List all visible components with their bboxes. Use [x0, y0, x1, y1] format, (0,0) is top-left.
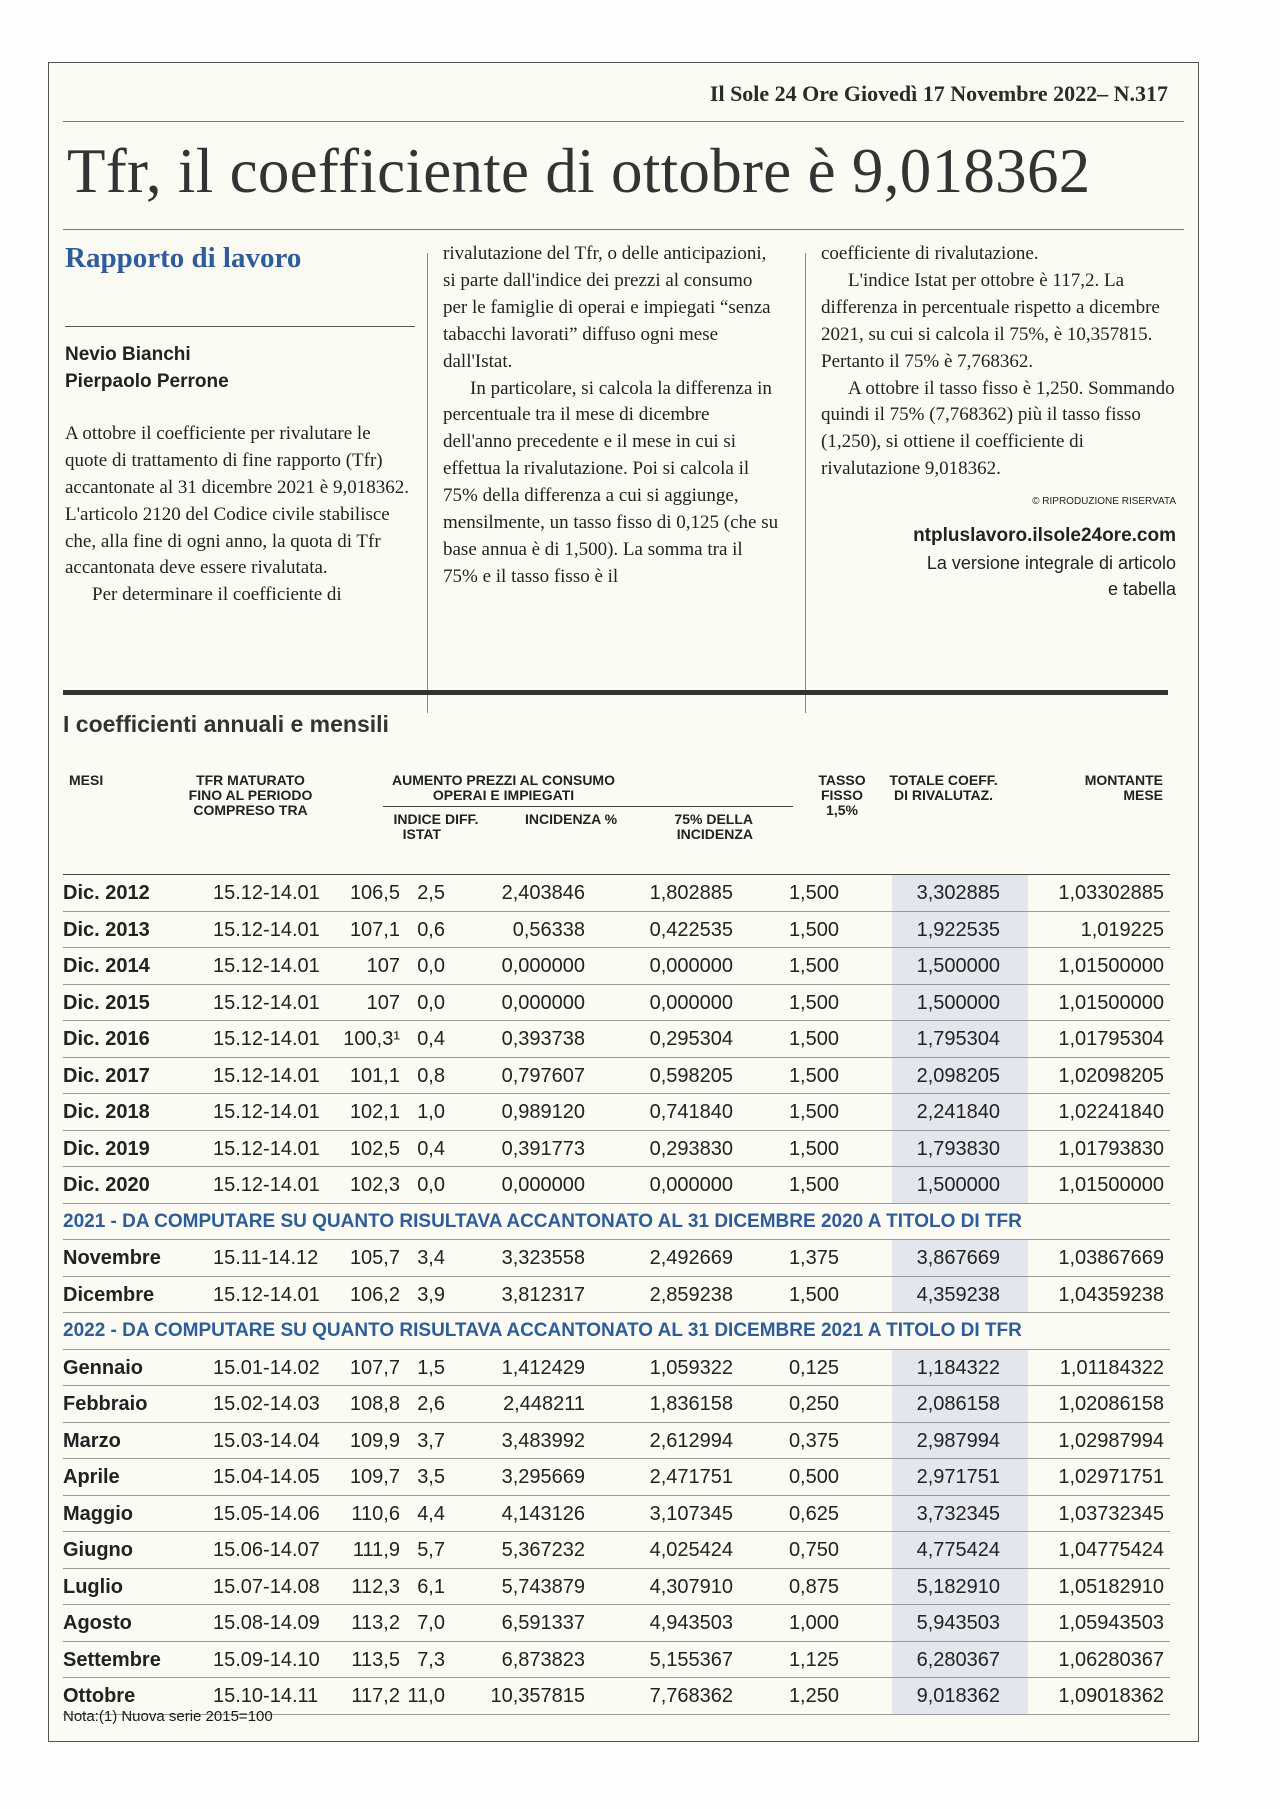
cell-indice-istat: 111,9 [352, 1539, 400, 1561]
cell-incidenza-75: 4,943503 [649, 1612, 733, 1634]
cell-indice-istat: 112,3 [351, 1575, 400, 1598]
cell-totale-coeff: 3,302885 [916, 882, 1000, 904]
newspaper-clipping [48, 62, 1199, 1742]
cell-periodo: 15.12-14.01 [213, 1137, 320, 1160]
cell-periodo: 15.12-14.01 [213, 1064, 320, 1087]
paragraph: A ottobre il coefficiente per rivalutare le quote di trattamento di fine rapporto (Tfr) accantonate al 31 dicembre 2021 è 9,018362. L'articolo 2120 del Codice civile stabilisce che, alla fine di ogni anno, la quota di Tfr accantonata deve essere rivalutata. [65, 422, 409, 579]
table-row [63, 1569, 1170, 1606]
cell-montante-mese: 1,01793830 [1058, 1137, 1164, 1160]
cell-indice-istat: 117,2 [351, 1685, 400, 1707]
paragraph: L'indice Istat per ottobre è 117,2. La differenza in percentuale rispetto a dicembre 2021, su cui si calcola il 75%, è 10,357815. Pertanto il 75% è 7,768362. [821, 269, 1160, 372]
cell-tasso-fisso: 0,875 [788, 1575, 839, 1598]
cell-incidenza-75: 0,000000 [649, 1174, 733, 1196]
cell-periodo: 15.11-14.12 [213, 1247, 319, 1269]
cell-indice-istat: 113,5 [351, 1648, 400, 1671]
cell-indice-istat: 110,6 [351, 1502, 400, 1525]
cell-periodo: 15.12-14.01 [213, 991, 320, 1014]
column-separator [805, 253, 806, 713]
header-totale: TOTALE COEFF. DI RIVALUTAZ. [889, 772, 998, 803]
cell-incidenza: 0,56338 [512, 918, 585, 941]
cell-periodo: 15.12-14.01 [213, 1028, 320, 1050]
cell-montante-mese: 1,01500000 [1058, 991, 1164, 1014]
cell-incidenza-75: 5,155367 [649, 1648, 733, 1671]
column-separator [427, 253, 428, 713]
divider [63, 121, 1184, 122]
table-row [63, 1496, 1170, 1533]
cell-periodo: 15.06-14.07 [213, 1539, 320, 1561]
cell-mese: Novembre [63, 1247, 161, 1269]
cell-montante-mese: 1,05943503 [1058, 1612, 1164, 1634]
cell-tasso-fisso: 1,125 [788, 1648, 839, 1671]
cell-tasso-fisso: 0,125 [788, 1356, 839, 1379]
copyright-note: © RIPRODUZIONE RISERVATA [1032, 496, 1176, 508]
cell-differenza: 2,5 [417, 882, 445, 904]
cell-indice-istat: 109,7 [349, 1466, 400, 1488]
cell-incidenza-75: 2,492669 [649, 1247, 733, 1269]
cell-tasso-fisso: 0,250 [788, 1393, 839, 1415]
cell-totale-coeff: 4,775424 [916, 1539, 1000, 1561]
header-aumento: AUMENTO PREZZI AL CONSUMO OPERAI E IMPIEGATI [392, 772, 615, 803]
cell-indice-istat: 107,7 [349, 1356, 400, 1379]
cell-totale-coeff: 2,241840 [916, 1101, 1000, 1123]
cell-mese: Luglio [63, 1575, 123, 1598]
cell-totale-coeff: 4,359238 [916, 1283, 1000, 1306]
cell-totale-coeff: 1,922535 [916, 918, 1000, 941]
table-row [63, 1240, 1170, 1277]
cell-tasso-fisso: 1,500 [788, 882, 839, 904]
cell-incidenza: 0,989120 [501, 1101, 585, 1123]
cell-mese: Dic. 2014 [63, 955, 150, 977]
cell-montante-mese: 1,02241840 [1058, 1101, 1164, 1123]
table-title: I coefficienti annuali e mensili [63, 711, 389, 737]
cell-indice-istat: 105,7 [349, 1247, 400, 1269]
cell-incidenza: 1,412429 [501, 1356, 585, 1379]
cell-indice-istat: 106,2 [349, 1283, 400, 1306]
cell-totale-coeff: 1,795304 [916, 1028, 1000, 1050]
cell-differenza: 2,6 [417, 1393, 445, 1415]
table-header [63, 763, 1170, 875]
cell-totale-coeff: 6,280367 [916, 1648, 1000, 1671]
cell-mese: Giugno [63, 1539, 133, 1561]
rows-2021 [63, 1240, 1170, 1313]
cell-differenza: 3,9 [417, 1283, 445, 1306]
cell-differenza: 4,4 [417, 1502, 445, 1525]
article-column-3 [821, 241, 1176, 602]
table-note: Nota:(1) Nuova serie 2015=100 [63, 1708, 273, 1725]
cell-montante-mese: 1,019225 [1080, 918, 1164, 941]
cell-incidenza-75: 0,422535 [649, 918, 733, 941]
header-mesi: MESI [69, 772, 104, 788]
header-montante: MONTANTE MESE [1084, 772, 1163, 803]
coefficients-table [63, 763, 1170, 1715]
cell-periodo: 15.12-14.01 [213, 1174, 320, 1196]
cell-totale-coeff: 2,086158 [916, 1393, 1000, 1415]
web-link[interactable]: ntpluslavoro.ilsole24ore.com [913, 525, 1176, 547]
cell-totale-coeff: 1,500000 [916, 1174, 1000, 1196]
cell-periodo: 15.12-14.01 [213, 955, 320, 977]
cell-montante-mese: 1,01500000 [1058, 955, 1164, 977]
masthead: Il Sole 24 Ore Giovedì 17 Novembre 2022– N.317 [709, 81, 1168, 106]
cell-periodo: 15.12-14.01 [213, 1283, 320, 1306]
cell-periodo: 15.03-14.04 [213, 1429, 320, 1452]
cell-incidenza: 0,393738 [501, 1028, 585, 1050]
table-row [63, 875, 1170, 912]
cell-indice-istat: 102,1 [349, 1101, 400, 1123]
cell-montante-mese: 1,05182910 [1058, 1575, 1164, 1598]
cell-periodo: 15.07-14.08 [213, 1575, 320, 1598]
cell-differenza: 11,0 [407, 1685, 445, 1707]
cell-totale-coeff: 3,732345 [916, 1502, 1000, 1525]
cell-totale-coeff: 1,184322 [916, 1356, 1000, 1379]
cell-mese: Ottobre [63, 1685, 136, 1707]
cell-differenza: 5,7 [417, 1539, 445, 1561]
cell-montante-mese: 1,01500000 [1058, 1174, 1164, 1196]
cell-indice-istat: 102,5 [349, 1137, 400, 1160]
cell-incidenza: 0,391773 [501, 1137, 585, 1160]
cell-indice-istat: 107,1 [349, 918, 400, 941]
cell-montante-mese: 1,03867669 [1058, 1247, 1164, 1269]
cell-incidenza: 2,403846 [501, 882, 585, 904]
web-link-caption: La versione integrale di articolo [926, 553, 1176, 574]
cell-differenza: 1,5 [417, 1356, 445, 1379]
cell-mese: Dicembre [63, 1283, 155, 1306]
cell-totale-coeff: 1,500000 [916, 955, 1000, 977]
cell-montante-mese: 1,04359238 [1058, 1283, 1164, 1306]
cell-differenza: 0,0 [417, 991, 445, 1014]
cell-incidenza: 4,143126 [501, 1502, 585, 1525]
cell-mese: Aprile [63, 1466, 120, 1488]
article-column-2 [443, 241, 781, 591]
cell-incidenza-75: 1,802885 [649, 882, 733, 904]
cell-mese: Dic. 2018 [63, 1101, 150, 1123]
table-row [63, 1094, 1170, 1131]
header-indice: INDICE ISTAT [393, 811, 441, 842]
cell-incidenza-75: 2,471751 [649, 1466, 733, 1488]
cell-incidenza-75: 0,598205 [649, 1064, 733, 1087]
divider [65, 326, 415, 327]
cell-tasso-fisso: 1,500 [788, 1137, 839, 1160]
cell-tasso-fisso: 1,000 [788, 1612, 839, 1634]
cell-incidenza-75: 0,741840 [649, 1101, 733, 1123]
cell-differenza: 1,0 [417, 1101, 445, 1123]
cell-montante-mese: 1,09018362 [1058, 1685, 1164, 1707]
table-row [63, 1423, 1170, 1460]
article-column-1 [65, 241, 413, 609]
cell-periodo: 15.12-14.01 [213, 1101, 320, 1123]
cell-indice-istat: 107 [366, 991, 400, 1014]
cell-incidenza: 3,812317 [501, 1283, 585, 1306]
paragraph: A ottobre il tasso fisso è 1,250. Sommando quindi il 75% (7,768362) più il tasso fisso (1,250), si ottiene il coefficiente di rivalutazione 9,018362. [821, 377, 1175, 480]
table-row [63, 1605, 1170, 1642]
cell-totale-coeff: 9,018362 [916, 1685, 1000, 1707]
cell-differenza: 0,0 [417, 1174, 445, 1196]
cell-montante-mese: 1,02987994 [1058, 1429, 1164, 1452]
cell-tasso-fisso: 1,500 [788, 1283, 839, 1306]
cell-indice-istat: 113,2 [351, 1612, 400, 1634]
section-row-2021: 2021 - DA COMPUTARE SU QUANTO RISULTAVA ACCANTONATO AL 31 DICEMBRE 2020 A TITOLO DI TFR [63, 1204, 1170, 1241]
table-row [63, 1167, 1170, 1204]
cell-mese: Gennaio [63, 1356, 144, 1379]
cell-montante-mese: 1,03302885 [1058, 882, 1164, 904]
cell-incidenza: 2,448211 [503, 1393, 585, 1415]
cell-incidenza-75: 0,000000 [649, 955, 733, 977]
cell-montante-mese: 1,02098205 [1058, 1064, 1164, 1087]
paragraph: Per determinare il coefficiente di [92, 584, 342, 606]
cell-totale-coeff: 5,943503 [916, 1612, 1000, 1634]
cell-indice-istat: 109,9 [349, 1429, 400, 1452]
table-row [63, 1058, 1170, 1095]
table-row [63, 1350, 1170, 1387]
cell-montante-mese: 1,02971751 [1058, 1466, 1164, 1488]
cell-totale-coeff: 2,098205 [916, 1064, 1000, 1087]
section-row-2022: 2022 - DA COMPUTARE SU QUANTO RISULTAVA ACCANTONATO AL 31 DICEMBRE 2021 A TITOLO DI TFR [63, 1313, 1170, 1350]
cell-tasso-fisso: 1,500 [788, 1028, 839, 1050]
header-tasso: TASSO FISSO 1,5% [818, 772, 866, 818]
cell-incidenza-75: 3,107345 [649, 1502, 733, 1525]
cell-totale-coeff: 1,500000 [916, 991, 1000, 1014]
web-link-caption: e tabella [1107, 579, 1176, 600]
author: Nevio Bianchi [65, 343, 191, 365]
cell-incidenza-75: 1,836158 [649, 1393, 733, 1415]
rows-2022 [63, 1350, 1170, 1715]
cell-tasso-fisso: 0,750 [788, 1539, 839, 1561]
cell-differenza: 3,5 [417, 1466, 445, 1488]
table-row [63, 1386, 1170, 1423]
cell-periodo: 15.10-14.11 [213, 1685, 319, 1707]
cell-differenza: 7,3 [417, 1648, 445, 1671]
cell-differenza: 0,8 [417, 1064, 445, 1087]
cell-differenza: 3,7 [417, 1429, 445, 1452]
table-row [63, 1277, 1170, 1314]
cell-incidenza: 0,797607 [501, 1064, 585, 1087]
cell-incidenza-75: 4,025424 [649, 1539, 733, 1561]
table-row [63, 1532, 1170, 1569]
cell-mese: Marzo [63, 1429, 121, 1452]
paragraph: coefficiente di rivalutazione. [821, 243, 1039, 264]
header-group-rule [383, 806, 793, 807]
cell-mese: Agosto [63, 1612, 132, 1634]
cell-mese: Dic. 2016 [63, 1028, 150, 1050]
cell-totale-coeff: 1,793830 [916, 1137, 1000, 1160]
cell-incidenza-75: 4,307910 [649, 1575, 733, 1598]
cell-incidenza-75: 0,295304 [649, 1028, 733, 1050]
cell-differenza: 6,1 [417, 1575, 445, 1598]
cell-tasso-fisso: 1,375 [788, 1247, 839, 1269]
table-row [63, 948, 1170, 985]
cell-differenza: 0,4 [417, 1137, 445, 1160]
cell-incidenza: 10,357815 [490, 1685, 585, 1707]
cell-periodo: 15.04-14.05 [213, 1466, 320, 1488]
header-diff: DIFF. [445, 811, 479, 827]
cell-tasso-fisso: 0,625 [788, 1502, 839, 1525]
cell-incidenza-75: 0,293830 [649, 1137, 733, 1160]
header-incidenza75: 75% DELLA INCIDENZA [674, 811, 753, 842]
cell-indice-istat: 108,8 [349, 1393, 400, 1415]
cell-incidenza-75: 7,768362 [649, 1685, 733, 1707]
cell-indice-istat: 102,3 [349, 1174, 400, 1196]
cell-differenza: 7,0 [417, 1612, 445, 1634]
author: Pierpaolo Perrone [65, 370, 229, 392]
cell-periodo: 15.08-14.09 [213, 1612, 320, 1634]
cell-montante-mese: 1,01184322 [1059, 1356, 1164, 1379]
cell-incidenza: 0,000000 [501, 955, 585, 977]
cell-incidenza: 6,591337 [501, 1612, 585, 1634]
cell-incidenza: 3,295669 [501, 1466, 585, 1488]
cell-indice-istat: 101,1 [349, 1064, 400, 1087]
cell-incidenza-75: 0,000000 [649, 991, 733, 1014]
cell-montante-mese: 1,01795304 [1058, 1028, 1164, 1050]
cell-indice-istat: 100,3¹ [343, 1028, 400, 1050]
cell-periodo: 15.05-14.06 [213, 1502, 320, 1525]
rows-historical [63, 875, 1170, 1204]
cell-mese: Febbraio [63, 1393, 148, 1415]
table-row [63, 1131, 1170, 1168]
cell-incidenza: 3,483992 [501, 1429, 585, 1452]
authors [65, 341, 413, 395]
cell-tasso-fisso: 0,500 [788, 1466, 839, 1488]
cell-incidenza-75: 2,859238 [649, 1283, 733, 1306]
cell-incidenza: 0,000000 [501, 1174, 585, 1196]
table-row [63, 1459, 1170, 1496]
cell-differenza: 0,6 [417, 918, 445, 941]
cell-montante-mese: 1,03732345 [1058, 1502, 1164, 1525]
cell-mese: Settembre [63, 1648, 161, 1671]
header-tfr: TFR MATURATO FINO AL PERIODO COMPRESO TRA [188, 772, 313, 818]
cell-tasso-fisso: 1,500 [788, 991, 839, 1014]
cell-tasso-fisso: 1,500 [788, 1064, 839, 1087]
table-row [63, 985, 1170, 1022]
cell-mese: Dic. 2017 [63, 1064, 150, 1087]
divider [63, 229, 1184, 230]
cell-totale-coeff: 2,971751 [916, 1466, 1000, 1488]
header-incidenza: INCIDENZA % [525, 811, 618, 827]
cell-indice-istat: 107 [366, 955, 400, 977]
cell-mese: Maggio [63, 1502, 133, 1525]
cell-periodo: 15.09-14.10 [213, 1648, 320, 1671]
cell-tasso-fisso: 1,500 [788, 1174, 839, 1196]
cell-totale-coeff: 5,182910 [916, 1575, 1000, 1598]
cell-totale-coeff: 3,867669 [916, 1247, 1000, 1269]
cell-indice-istat: 106,5 [349, 882, 400, 904]
paragraph: In particolare, si calcola la differenza in percentuale tra il mese di dicembre dell'anno precedente e il mese in cui si effettua la rivalutazione. Poi si calcola il 75% della differenza a cui si aggiunge, mensilmente, un tasso fisso di 0,125 (che su base annua è di 1,500). La somma tra il 75% e il tasso fisso è il [443, 377, 779, 587]
table-row [63, 1021, 1170, 1058]
section-label: Rapporto di lavoro [65, 242, 302, 274]
cell-incidenza-75: 2,612994 [649, 1429, 733, 1452]
table-row [63, 1642, 1170, 1679]
cell-differenza: 3,4 [417, 1247, 445, 1269]
cell-tasso-fisso: 1,250 [788, 1685, 839, 1707]
cell-tasso-fisso: 1,500 [788, 1101, 839, 1123]
cell-differenza: 0,4 [417, 1028, 445, 1050]
cell-montante-mese: 1,06280367 [1058, 1648, 1164, 1671]
table-row [63, 912, 1170, 949]
cell-incidenza: 3,323558 [501, 1247, 585, 1269]
cell-mese: Dic. 2020 [63, 1174, 150, 1196]
cell-periodo: 15.12-14.01 [213, 918, 320, 941]
cell-tasso-fisso: 0,375 [788, 1429, 839, 1452]
cell-tasso-fisso: 1,500 [788, 918, 839, 941]
cell-incidenza: 6,873823 [501, 1648, 585, 1671]
cell-mese: Dic. 2019 [63, 1137, 150, 1160]
cell-periodo: 15.02-14.03 [213, 1393, 320, 1415]
cell-incidenza: 5,367232 [501, 1539, 585, 1561]
headline: Tfr, il coefficiente di ottobre è 9,018362 [67, 136, 1091, 206]
paragraph: rivalutazione del Tfr, o delle anticipazioni, si parte dall'indice dei prezzi al consumo per le famiglie di operai e impiegati “senza tabacchi lavorati” diffuso ogni mese dall'Istat. [443, 243, 771, 372]
cell-periodo: 15.01-14.02 [213, 1356, 320, 1379]
cell-periodo: 15.12-14.01 [213, 882, 320, 904]
cell-differenza: 0,0 [417, 955, 445, 977]
table-top-rule [63, 690, 1168, 695]
cell-totale-coeff: 2,987994 [916, 1429, 1000, 1452]
cell-incidenza: 5,743879 [501, 1575, 585, 1598]
cell-incidenza: 0,000000 [501, 991, 585, 1014]
cell-montante-mese: 1,02086158 [1058, 1393, 1164, 1415]
cell-montante-mese: 1,04775424 [1058, 1539, 1164, 1561]
cell-mese: Dic. 2015 [63, 991, 150, 1014]
cell-mese: Dic. 2013 [63, 918, 150, 941]
cell-tasso-fisso: 1,500 [788, 955, 839, 977]
cell-incidenza-75: 1,059322 [649, 1356, 733, 1379]
cell-mese: Dic. 2012 [63, 882, 150, 904]
